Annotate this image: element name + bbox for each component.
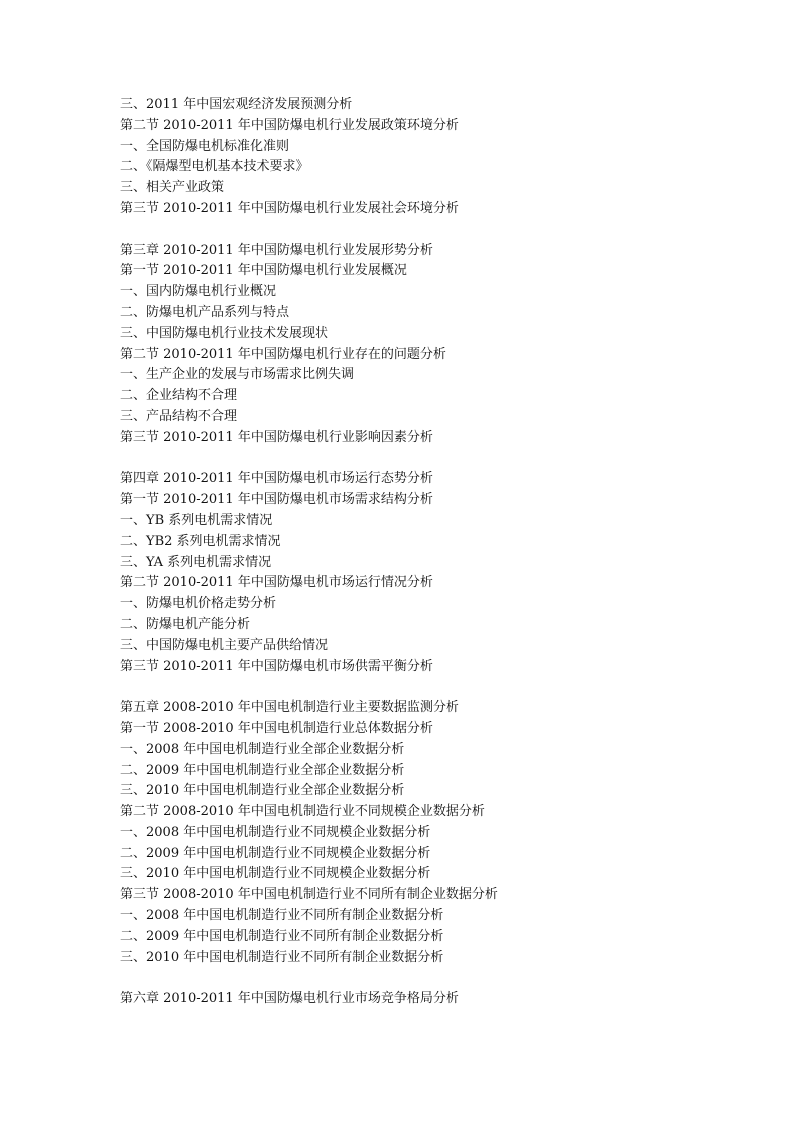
toc-line: 三、中国防爆电机行业技术发展现状	[120, 325, 329, 341]
toc-line: 二、2009 年中国电机制造行业不同规模企业数据分析	[120, 845, 431, 861]
toc-line: 三、2010 年中国电机制造行业不同规模企业数据分析	[120, 866, 431, 882]
toc-line: 一、防爆电机价格走势分析	[120, 596, 277, 612]
toc-line: 第四章 2010-2011 年中国防爆电机市场运行态势分析	[120, 471, 433, 487]
toc-line: 第五章 2008-2010 年中国电机制造行业主要数据监测分析	[120, 700, 459, 716]
toc-line: 二、防爆电机产能分析	[120, 616, 251, 632]
toc-line: 三、2011 年中国宏观经济发展预测分析	[120, 97, 353, 112]
toc-line: 第二节 2010-2011 年中国防爆电机行业发展政策环境分析	[120, 117, 459, 133]
toc-line: 三、产品结构不合理	[120, 408, 238, 424]
toc-line: 二、《隔爆型电机基本技术要求》	[120, 159, 309, 175]
blank-line	[120, 677, 760, 698]
toc-line: 第三节 2010-2011 年中国防爆电机行业发展社会环境分析	[120, 200, 459, 216]
toc-line: 二、2009 年中国电机制造行业全部企业数据分析	[120, 762, 405, 778]
toc-line: 一、国内防爆电机行业概况	[120, 284, 277, 300]
toc-line: 一、生产企业的发展与市场需求比例失调	[120, 367, 355, 383]
toc-line: 三、2010 年中国电机制造行业全部企业数据分析	[120, 783, 405, 799]
toc-line: 第二节 2010-2011 年中国防爆电机市场运行情况分析	[120, 575, 433, 591]
blank-line	[120, 968, 760, 989]
toc-line: 二、防爆电机产品系列与特点	[120, 304, 290, 320]
toc-line: 一、2008 年中国电机制造行业全部企业数据分析	[120, 741, 405, 757]
toc-line: 第二节 2010-2011 年中国防爆电机行业存在的问题分析	[120, 346, 446, 362]
toc-line: 第一节 2008-2010 年中国电机制造行业总体数据分析	[120, 720, 433, 736]
toc-line: 第三节 2010-2011 年中国防爆电机行业影响因素分析	[120, 429, 433, 445]
toc-line: 第一节 2010-2011 年中国防爆电机行业发展概况	[120, 263, 407, 279]
toc-line: 一、YB 系列电机需求情况	[120, 512, 273, 528]
toc-line: 三、相关产业政策	[120, 180, 225, 196]
toc-line: 第六章 2010-2011 年中国防爆电机行业市场竞争格局分析	[120, 991, 459, 1007]
toc-line: 一、全国防爆电机标准化准则	[120, 138, 290, 154]
toc-line: 三、中国防爆电机主要产品供给情况	[120, 637, 329, 653]
toc-line: 一、2008 年中国电机制造行业不同规模企业数据分析	[120, 824, 431, 840]
toc-line: 一、2008 年中国电机制造行业不同所有制企业数据分析	[120, 908, 444, 924]
toc-line: 第三节 2010-2011 年中国防爆电机市场供需平衡分析	[120, 658, 433, 674]
table-of-contents	[120, 95, 760, 1010]
toc-line: 第三章 2010-2011 年中国防爆电机行业发展形势分析	[120, 242, 433, 258]
toc-line: 三、YA 系列电机需求情况	[120, 554, 272, 570]
toc-line: 第三节 2008-2010 年中国电机制造行业不同所有制企业数据分析	[120, 887, 498, 903]
blank-line	[120, 449, 760, 470]
toc-line: 二、企业结构不合理	[120, 388, 238, 404]
toc-line: 第二节 2008-2010 年中国电机制造行业不同规模企业数据分析	[120, 804, 485, 820]
toc-line: 二、2009 年中国电机制造行业不同所有制企业数据分析	[120, 928, 444, 944]
toc-line: 二、YB2 系列电机需求情况	[120, 533, 281, 549]
toc-line: 三、2010 年中国电机制造行业不同所有制企业数据分析	[120, 949, 444, 965]
toc-line: 第一节 2010-2011 年中国防爆电机市场需求结构分析	[120, 492, 433, 508]
blank-line	[120, 220, 760, 241]
